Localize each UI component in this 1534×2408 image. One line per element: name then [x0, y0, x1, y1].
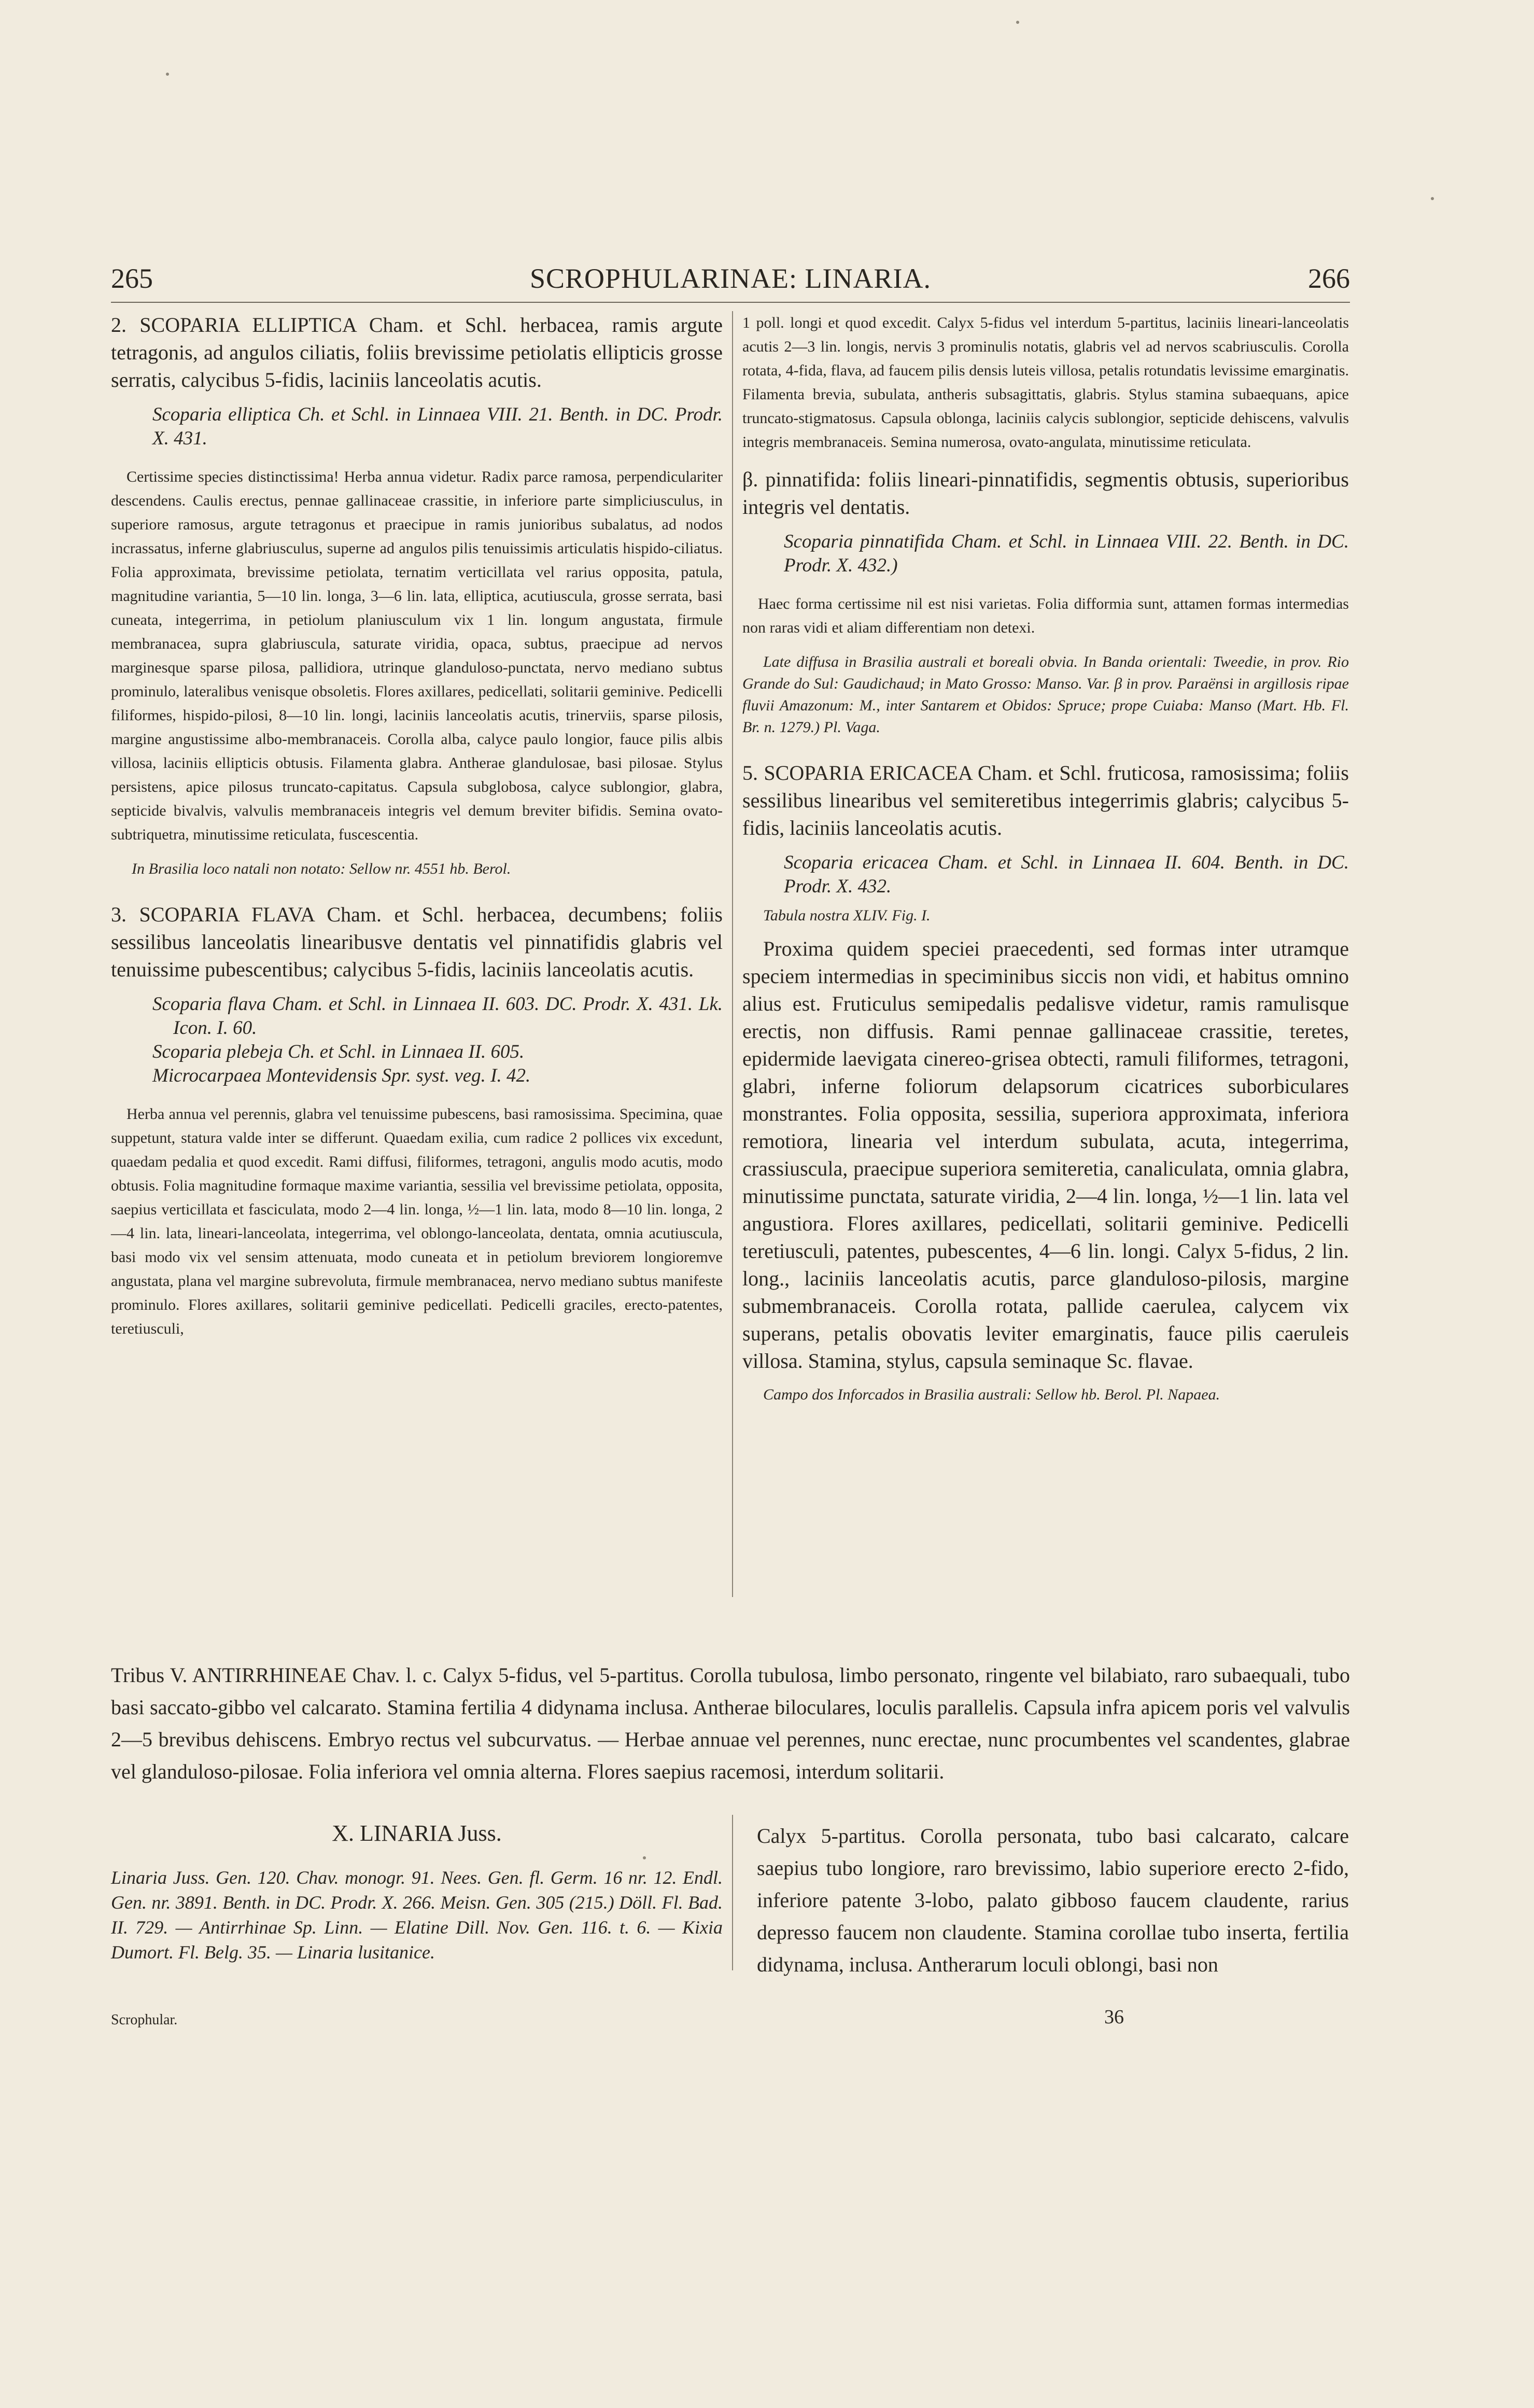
column-divider [732, 311, 733, 1597]
species-3-heading: 3. SCOPARIA FLAVA Cham. et Schl. herbacea, decumbens; foliis sessilibus lanceolatis linearibusve dentatis vel pinnatifidis glabris vel tenuissime pubescentibus; calycibus 5-fidis, laciniis lanceolatis acutis. [111, 903, 723, 981]
species-5-plate: Tabula nostra XLIV. Fig. I. [763, 907, 931, 924]
species-3-synonym-1: Scoparia flava Cham. et Schl. in Linnaea II. 603. DC. Prodr. X. 431. Lk. Icon. I. 60. [152, 993, 723, 1039]
sheet-signature: 36 [1104, 2006, 1124, 2028]
paper-speck [166, 73, 169, 76]
paper-speck [643, 1856, 646, 1859]
species-5-heading: 5. SCOPARIA ERICACEA Cham. et Schl. fruticosa, ramosissima; foliis sessilibus linearibus vel semiteretibus integerrimis glabris; calycibus 5-fidis, laciniis lanceolatis acutis. [742, 761, 1349, 839]
running-title: SCROPHULARINAE: LINARIA. [529, 263, 931, 294]
page-number-left: 265 [111, 263, 153, 294]
species-2-synonymy: Scoparia elliptica Ch. et Schl. in Linnaea VIII. 21. Benth. in DC. Prodr. X. 431. [152, 404, 723, 449]
genus-description: Calyx 5-partitus. Corolla personata, tubo basi calcarato, calcare saepius tubo longiore, raro brevissimo, labio superiore erecto 2-fido, inferiore patente 3-lobo, palato gibboso faucem claudente, rarius depresso faucem non claudente. Stamina corollae tubo inserta, fertilia didynama, inclusa. Antherarum loculi oblongi, basi non [757, 1824, 1349, 1976]
header-rule [111, 302, 1350, 303]
tribus-antirrhineae: Tribus V. ANTIRRHINEAE Chav. l. c. Calyx 5-fidus, vel 5-partitus. Corolla tubulosa, limbo personato, ringente vel bilabiato, raro subaequali, tubo basi saccato-gibbo vel calcarato. Stamina fertilia 4 didynama inclusa. Antherae biloculares, loculis parallelis. Capsula infra apicem poris vel valvulis 2—5 brevibus dehiscens. Embryo rectus vel subcurvatus. — Herbae annuae vel perennes, nunc erectae, nunc procumbentes vel scandentes, glabrae vel glanduloso-pilosae. Folia inferiora vel omnia alterna. Flores saepius racemosi, interdum solitarii. [111, 1663, 1350, 1783]
variety-beta-synonymy: Scoparia pinnatifida Cham. et Schl. in Linnaea VIII. 22. Benth. in DC. Prodr. X. 432.) [784, 531, 1349, 576]
page-header [111, 262, 1350, 299]
page-number-right: 266 [1308, 263, 1350, 294]
species-2-heading: 2. SCOPARIA ELLIPTICA Cham. et Schl. herbacea, ramis argute tetragonis, ad angulos ciliatis, foliis brevissime petiolatis ellipticis grosse serratis, calycibus 5-fidis, laciniis lanceolatis acutis. [111, 313, 723, 391]
species-3-synonym-3: Microcarpaea Montevidensis Spr. syst. veg. I. 42. [152, 1065, 531, 1086]
variety-beta-locality: Late diffusa in Brasilia australi et boreali obvia. In Banda orientali: Tweedie, in prov. Rio Grande do Sul: Gaudichaud; in Mato Grosso: Manso. Var. β in prov. Paraënsi in argillosis ripae fluvii Amazonum: M., inter Santarem et Obidos: Spruce; prope Cuiaba: Manso (Mart. Hb. Fl. Br. n. 1279.) Pl. Vaga. [742, 653, 1349, 736]
genus-synonymy: Linaria Juss. Gen. 120. Chav. monogr. 91. Nees. Gen. fl. Germ. 16 nr. 12. Endl. Gen. nr. 3891. Benth. in DC. Prodr. X. 266. Meisn. Gen. 305 (215.) Döll. Fl. Bad. II. 729. — Antirrhinae Sp. Linn. — Elatine Dill. Nov. Gen. 116. t. 6. — Kixia Dumort. Fl. Belg. 35. — Linaria lusitanice. [111, 1867, 723, 1963]
species-2-description: Certissime species distinctissima! Herba annua videtur. Radix parce ramosa, perpendiculariter descendens. Caulis erectus, pennae gallinaceae crassitie, in inferiore parte simpliciusculus, in superiore ramosus, argute tetragonus et praecipue in ramis junioribus subalatus, ad nodos incrassatus, inferne glabriusculus, superne ad angulos pilis tenuissimis articulatis hispido-ciliatus. Folia approximata, brevissime petiolata, ternatim verticillata vel rarius opposita, patula, magnitudine variantia, 5—10 lin. longa, 3—6 lin. lata, elliptica, acutiuscula, grosse serrata, basi cuneata, integerrima, in petiolum planiusculum vix 1 lin. longum angustata, firmule membranacea, supra glabriuscula, saturate viridia, opaca, subtus, praecipue ad nervos marginesque sparse pilosa, pallidiora, utrinque glanduloso-punctata, nervo mediano subtus prominulo, lateralibus venisque obsoletis. Flores axillares, pedicellati, solitarii geminive. Pedicelli filiformes, hispido-pilosi, 8—10 lin. longi, laciniis lanceolatis acutis, trinerviis, sparse pilosis, margine angustissime albo-membranaceis. Corolla alba, calyce paulo longior, fauce pilis albis villosa, laciniis ellipticis obtusis. Filamenta glabra. Antherae glandulosae, basi pilosae. Stylus persistens, apice pilosus truncato-capitatus. Capsula subglobosa, calyce sublongior, glabra, septicide bivalvis, valvulis membranaceis integris vel demum breviter bifidis. Semina ovato-subtriquetra, minutissime reticulata, fuscescentia. [111, 468, 723, 843]
paper-speck [1431, 197, 1434, 200]
bottom-column-divider [732, 1815, 733, 1970]
paper-speck [1016, 21, 1019, 24]
species-2-locality: In Brasilia loco natali non notato: Sellow nr. 4551 hb. Berol. [132, 860, 511, 877]
species-5-synonymy: Scoparia ericacea Cham. et Schl. in Linnaea II. 604. Benth. in DC. Prodr. X. 432. [784, 852, 1349, 897]
species-3-description-continued: 1 poll. longi et quod excedit. Calyx 5-fidus vel interdum 5-partitus, laciniis lineari-lanceolatis acutis 2—3 lin. longis, nervis 3 prominulis notatis, glabris vel ad nervos scabriusculis. Corolla rotata, 4-fida, flava, ad faucem pilis densis luteis villosa, petalis rotundatis levissime emarginatis. Filamenta brevia, subulata, antheris subsagittatis, glabris. Stylus stamina subaequans, apice truncato-stigmatosus. Capsula oblonga, laciniis calycis sublongior, septicide dehiscens, valvulis integris membranaceis. Semina numerosa, ovato-angulata, minutissime reticulata. [742, 314, 1349, 451]
right-column [742, 311, 1349, 1426]
species-5-locality: Campo dos Inforcados in Brasilia australi: Sellow hb. Berol. Pl. Napaea. [763, 1386, 1220, 1403]
variety-beta-heading: β. pinnatifida: foliis lineari-pinnatifidis, segmentis obtusis, superioribus integris vel dentatis. [742, 468, 1349, 519]
footer-signature-left: Scrophular. [111, 2012, 178, 2028]
variety-beta-description: Haec forma certissime nil est nisi varietas. Folia difformia sunt, attamen formas intermedias non raras vidi et aliam differentiam non detexi. [742, 595, 1349, 636]
species-5-description: Proxima quidem speciei praecedenti, sed formas inter utramque speciem intermedias in speciminibus siccis non vidi, et habitus omnino alius est. Fruticulus semipedalis pedalisve videtur, ramis ramulisque erectis, non diffusis. Rami pennae gallinaceae crassitie, teretes, epidermide laevigata cinereo-grisea obtecti, ramuli filiformes, tetragoni, glabri, inferne foliorum delapsorum cicatrices suborbiculares monstrantes. Folia opposita, sessilia, superiora approximata, inferiora remotiora, linearia vel interdum subulata, acuta, integerrima, crassiuscula, praecipue superiora semiteretia, canaliculata, omnia glabra, minutissime punctata, saturate viridia, 2—4 lin. longa, ½—1 lin. lata vel angustiora. Flores axillares, pedicellati, solitarii geminive. Pedicelli teretiusculi, patentes, pubescentes, 4—6 lin. longi. Calyx 5-fidus, 2 lin. long., laciniis lanceolatis acutis, parce glanduloso-pilosis, margine submembranaceis. Corolla rotata, pallide caerulea, calycem vix superans, petalis obovatis leviter emarginatis, fauce pilis caeruleis villosa. Stamina, stylus, capsula seminaque Sc. flavae. [742, 937, 1349, 1373]
species-3-synonymy [111, 992, 723, 1088]
genus-block [111, 1820, 723, 1965]
species-3-synonym-2: Scoparia plebeja Ch. et Schl. in Linnaea II. 605. [152, 1041, 525, 1062]
left-column [111, 311, 723, 1352]
species-3-description: Herba annua vel perennis, glabra vel tenuissime pubescens, basi ramosissima. Specimina, quae suppetunt, statura valde inter se differunt. Quaedam exilia, cum radice 2 pollices vix excedunt, quaedam pedalia et quod excedit. Rami diffusi, filiformes, tetragoni, angulis modo acutis, modo obtusis. Folia magnitudine formaque maxime variantia, sessilia vel brevissime petiolata, opposita, saepius verticillata et fasciculata, modo 2—4 lin. longa, ½—1 lin. lata, modo 8—10 lin. longa, 2—4 lin. lata, lineari-lanceolata, integerrima, vel oblongo-lanceolata, dentata, omnia acutiuscula, basi modo vix vel sensim attenuata, modo cuneata et in petiolum breviorem longioremve angustata, plana vel margine subrevoluta, firmule membranacea, nervo mediano subtus manifeste prominulo. Flores axillares, solitarii geminive pedicellati. Pedicelli graciles, erecto-patentes, teretiusculi, [111, 1105, 723, 1337]
genus-title: X. LINARIA Juss. [332, 1821, 502, 1846]
